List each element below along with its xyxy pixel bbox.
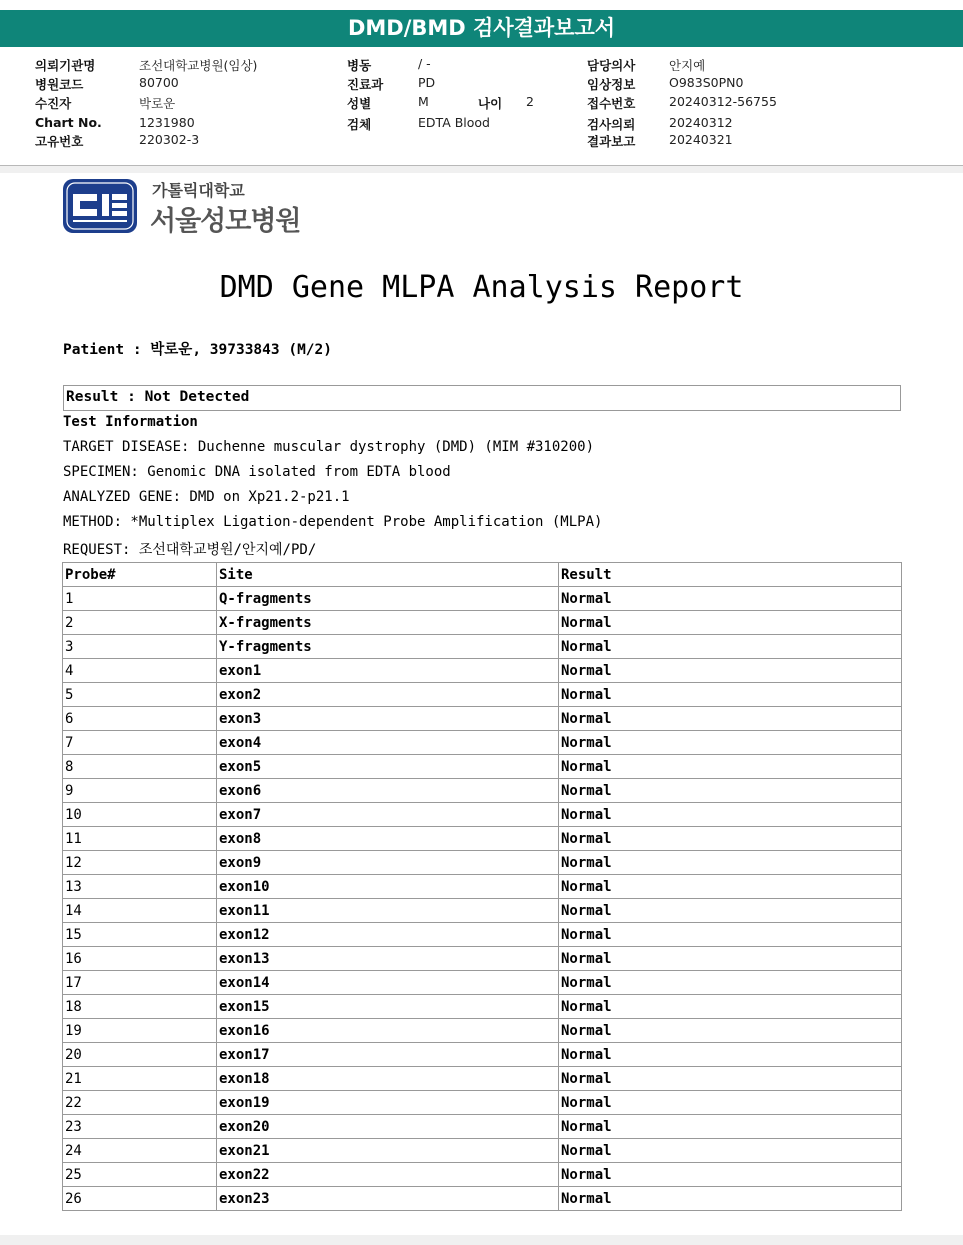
table-row (63, 1043, 902, 1067)
site-cell: exon12 (217, 923, 559, 947)
table-row (63, 875, 902, 899)
result-cell: Normal (559, 1115, 902, 1139)
header-value: 1231980 (139, 115, 195, 130)
result-cell: Normal (559, 587, 902, 611)
specimen: SPECIMEN: Genomic DNA isolated from EDTA blood (63, 464, 451, 480)
table-row (63, 659, 902, 683)
site-cell: exon14 (217, 971, 559, 995)
header-label: 고유번호 (35, 134, 84, 149)
hospital-name: 서울성모병원 (150, 206, 301, 237)
probe-number-cell: 7 (63, 731, 217, 755)
probe-number-cell: 17 (63, 971, 217, 995)
site-cell: exon22 (217, 1163, 559, 1187)
probe-number-cell: 12 (63, 851, 217, 875)
probe-number-cell: 19 (63, 1019, 217, 1043)
window-title: DMD/BMD 검사결과보고서 (347, 16, 616, 40)
result-cell: Normal (559, 923, 902, 947)
probe-number-cell: 22 (63, 1091, 217, 1115)
header-value: PD (418, 75, 436, 90)
table-row (63, 827, 902, 851)
probe-number-cell: 26 (63, 1187, 217, 1211)
site-cell: exon7 (217, 803, 559, 827)
table-row (63, 1067, 902, 1091)
header-value: 220302-3 (139, 132, 200, 147)
probe-number-cell: 2 (63, 611, 217, 635)
table-row (63, 995, 902, 1019)
result-cell: Normal (559, 1067, 902, 1091)
table-row (63, 923, 902, 947)
header-value: 20240312-56755 (669, 94, 777, 109)
table-row (63, 1163, 902, 1187)
page-bottom-edge (0, 1235, 963, 1245)
target-disease: TARGET DISEASE: Duchenne muscular dystrophy (DMD) (MIM #310200) (63, 439, 595, 455)
site-cell: exon18 (217, 1067, 559, 1091)
test-info-heading: Test Information (63, 414, 198, 430)
site-cell: exon19 (217, 1091, 559, 1115)
result-cell: Normal (559, 827, 902, 851)
header-divider (0, 166, 963, 173)
result-cell: Normal (559, 1091, 902, 1115)
probe-number-cell: 3 (63, 635, 217, 659)
result-cell: Normal (559, 971, 902, 995)
table-row (63, 803, 902, 827)
probe-number-cell: 5 (63, 683, 217, 707)
table-row (63, 779, 902, 803)
table-row (63, 851, 902, 875)
probe-number-cell: 25 (63, 1163, 217, 1187)
patient-line: Patient : 박로운, 39733843 (M/2) (63, 342, 332, 358)
site-cell: X-fragments (217, 611, 559, 635)
header-label: 검사의뢰 (587, 117, 636, 132)
table-row (63, 947, 902, 971)
site-cell: exon13 (217, 947, 559, 971)
result-text: Result : Not Detected (66, 389, 250, 405)
column-header-result: Result (559, 563, 902, 587)
probe-number-cell: 8 (63, 755, 217, 779)
result-cell: Normal (559, 947, 902, 971)
result-cell: Normal (559, 875, 902, 899)
table-row (63, 683, 902, 707)
site-cell: exon8 (217, 827, 559, 851)
probe-number-cell: 18 (63, 995, 217, 1019)
table-row (63, 731, 902, 755)
table-row (63, 899, 902, 923)
header-label: 검체 (347, 117, 372, 132)
probe-number-cell: 16 (63, 947, 217, 971)
site-cell: exon2 (217, 683, 559, 707)
result-cell: Normal (559, 779, 902, 803)
result-cell: Normal (559, 851, 902, 875)
header-value: M (418, 94, 429, 109)
result-cell: Normal (559, 899, 902, 923)
result-cell: Normal (559, 611, 902, 635)
result-cell: Normal (559, 683, 902, 707)
result-cell: Normal (559, 1187, 902, 1211)
table-row (63, 1187, 902, 1211)
window-title-bar (0, 10, 963, 47)
table-row (63, 707, 902, 731)
probe-number-cell: 24 (63, 1139, 217, 1163)
site-cell: exon5 (217, 755, 559, 779)
site-cell: exon21 (217, 1139, 559, 1163)
site-cell: exon11 (217, 899, 559, 923)
table-row (63, 755, 902, 779)
header-label: Chart No. (35, 115, 102, 130)
probe-number-cell: 15 (63, 923, 217, 947)
site-cell: exon9 (217, 851, 559, 875)
header-label: 성별 (347, 96, 372, 111)
site-cell: exon1 (217, 659, 559, 683)
table-row (63, 1139, 902, 1163)
result-cell: Normal (559, 1163, 902, 1187)
site-cell: Q-fragments (217, 587, 559, 611)
header-label: 담당의사 (587, 58, 636, 73)
header-label: 진료과 (347, 77, 384, 92)
report-header (0, 47, 963, 166)
age-label: 나이 (478, 96, 503, 111)
header-label: 병원코드 (35, 77, 84, 92)
header-label: 결과보고 (587, 134, 636, 149)
header-label: 병동 (347, 58, 372, 73)
request: REQUEST: 조선대학교병원/안지예/PD/ (63, 542, 317, 558)
result-cell: Normal (559, 1019, 902, 1043)
header-label: 임상정보 (587, 77, 636, 92)
probe-number-cell: 14 (63, 899, 217, 923)
table-row (63, 635, 902, 659)
site-cell: exon23 (217, 1187, 559, 1211)
probe-number-cell: 20 (63, 1043, 217, 1067)
age-value: 2 (526, 94, 534, 109)
table-row (63, 971, 902, 995)
result-cell: Normal (559, 731, 902, 755)
table-row (63, 1019, 902, 1043)
header-label: 수진자 (35, 96, 72, 111)
header-value: 조선대학교병원(임상) (139, 58, 258, 73)
probe-number-cell: 1 (63, 587, 217, 611)
site-cell: exon6 (217, 779, 559, 803)
header-value: 20240312 (669, 115, 733, 130)
header-label: 접수번호 (587, 96, 636, 111)
site-cell: exon16 (217, 1019, 559, 1043)
header-value: EDTA Blood (418, 115, 490, 130)
column-header-probe: Probe# (63, 563, 217, 587)
hospital-emblem-icon (62, 178, 138, 234)
probe-number-cell: 11 (63, 827, 217, 851)
result-cell: Normal (559, 707, 902, 731)
table-row (63, 1115, 902, 1139)
probe-results-table (62, 562, 902, 1211)
analyzed-gene: ANALYZED GENE: DMD on Xp21.2-p21.1 (63, 489, 350, 505)
header-value: 20240321 (669, 132, 733, 147)
site-cell: exon4 (217, 731, 559, 755)
report-title: DMD Gene MLPA Analysis Report (219, 270, 744, 305)
site-cell: exon17 (217, 1043, 559, 1067)
university-name: 가톨릭대학교 (152, 181, 245, 200)
result-box (63, 385, 901, 411)
result-cell: Normal (559, 1139, 902, 1163)
header-label: 의뢰기관명 (35, 58, 96, 73)
table-header-row (63, 563, 902, 587)
probe-number-cell: 10 (63, 803, 217, 827)
site-cell: exon15 (217, 995, 559, 1019)
result-cell: Normal (559, 659, 902, 683)
header-value: 80700 (139, 75, 179, 90)
method: METHOD: *Multiplex Ligation-dependent Probe Amplification (MLPA) (63, 514, 603, 530)
site-cell: exon20 (217, 1115, 559, 1139)
probe-number-cell: 6 (63, 707, 217, 731)
site-cell: Y-fragments (217, 635, 559, 659)
header-value: 안지예 (669, 58, 706, 73)
header-value: 박로운 (139, 96, 176, 111)
column-header-site: Site (217, 563, 559, 587)
site-cell: exon3 (217, 707, 559, 731)
probe-number-cell: 9 (63, 779, 217, 803)
table-row (63, 587, 902, 611)
probe-number-cell: 21 (63, 1067, 217, 1091)
table-row (63, 611, 902, 635)
result-cell: Normal (559, 803, 902, 827)
probe-number-cell: 4 (63, 659, 217, 683)
result-cell: Normal (559, 635, 902, 659)
probe-number-cell: 23 (63, 1115, 217, 1139)
probe-number-cell: 13 (63, 875, 217, 899)
site-cell: exon10 (217, 875, 559, 899)
header-value: O983S0PN0 (669, 75, 744, 90)
table-row (63, 1091, 902, 1115)
result-cell: Normal (559, 995, 902, 1019)
result-cell: Normal (559, 755, 902, 779)
header-value: / - (418, 56, 431, 71)
result-cell: Normal (559, 1043, 902, 1067)
